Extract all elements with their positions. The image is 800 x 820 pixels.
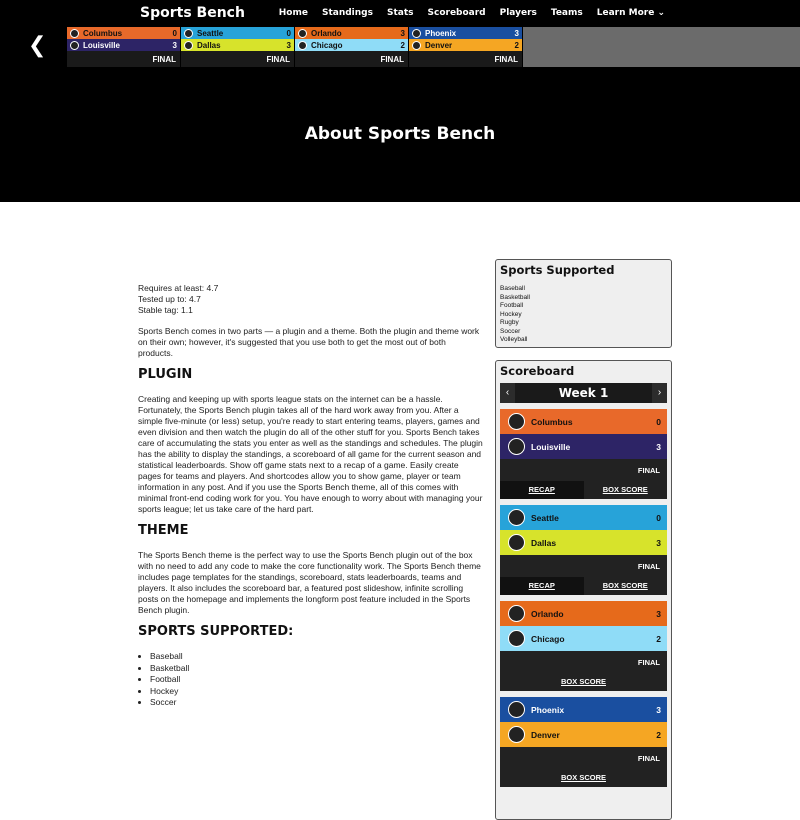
scorebar-empty-slot <box>523 27 800 67</box>
list-item: Soccer <box>500 327 521 335</box>
scorebar-away-row <box>409 39 522 51</box>
box-score-link[interactable]: BOX SCORE <box>560 677 606 686</box>
scoreboard-bar <box>67 27 800 67</box>
scorebar-game[interactable] <box>67 27 180 67</box>
team-name: Chicago <box>531 633 565 644</box>
sports-heading: SPORTS SUPPORTED: <box>138 624 294 639</box>
team-score: 3 <box>656 441 661 452</box>
game-status: FINAL <box>500 651 667 673</box>
scorebar-game[interactable] <box>295 27 408 67</box>
game-status: FINAL <box>500 555 667 577</box>
scorebar-home-row <box>409 27 522 39</box>
team-name: Phoenix <box>531 704 565 715</box>
intro-paragraph: Sports Bench comes in two parts — a plugin and a theme. Both the plugin and theme work on their own; however, it's suggested that you use both to get the most out of both products. <box>138 326 480 358</box>
team-name: Columbus <box>83 28 123 38</box>
header-bar <box>0 0 800 202</box>
recap-link[interactable]: RECAP <box>500 481 584 499</box>
scorebar-away-row <box>181 39 294 51</box>
main-nav <box>279 8 665 18</box>
game-links <box>500 577 667 595</box>
team-score: 0 <box>172 28 177 38</box>
scorebar-prev-arrow-icon[interactable]: ❮ <box>28 33 47 58</box>
team-logo-icon <box>508 413 525 430</box>
team-row <box>500 697 667 722</box>
team-row <box>500 530 667 555</box>
nav-learn-more-label: Learn More <box>596 8 655 18</box>
team-logo-icon <box>508 438 525 455</box>
sidebar-sports-list <box>496 285 671 349</box>
team-score: 3 <box>400 28 405 38</box>
scoreboard-game <box>500 505 667 595</box>
requires-version: Requires at least: 4.7 <box>138 283 219 293</box>
team-logo-icon <box>70 41 79 50</box>
plugin-heading: PLUGIN <box>138 367 193 382</box>
team-logo-icon <box>298 41 307 50</box>
team-score: 3 <box>286 40 291 50</box>
team-name: Denver <box>425 40 453 50</box>
team-row <box>500 434 667 459</box>
game-status: FINAL <box>500 459 667 481</box>
team-name: Columbus <box>531 416 573 427</box>
team-logo-icon <box>298 29 307 38</box>
nav-stats[interactable]: Stats <box>386 8 414 18</box>
plugin-paragraph: Creating and keeping up with sports league stats on the internet can be a hassle. Fortunately, the Sports Bench plugin takes all of the hard work away from you. After a simple five-minute (or less) setup, you're ready to start entering teams, players, games and even division and then watch the plugin do all of the other stuff for you. Sports Bench takes care of accumulating the stats you enter as well as the standings and schedules. The plugin has the ability to display the standings, a scoreboard of all game for the current season and statistical leaderboards. Show off game stats next to a recap of a game. Easily create pages for teams and players. And shortcodes allow you to show game, player or team information in any post. And if you use the Sports Bench theme, all of this comes with minimal front-end coding work for you. You have enough to worry about with managing your sports league; let us take care of the hard part. <box>138 394 483 514</box>
scorebar-away-row <box>67 39 180 51</box>
sports-list <box>150 651 483 709</box>
chevron-right-icon[interactable]: › <box>652 383 667 403</box>
team-name: Dallas <box>197 40 221 50</box>
team-score: 3 <box>172 40 177 50</box>
site-title[interactable]: Sports Bench <box>140 5 245 21</box>
scorebar-home-row <box>181 27 294 39</box>
theme-paragraph: The Sports Bench theme is the perfect way to use the Sports Bench plugin out of the box with no need to add any code to make the core functionality work. The Sports Bench theme includes page templates for the standings, scoreboard, stats leaderboards, teams and players. It also includes the scoreboard bar, a featured post slideshow, infinite scrolling posts on the homepage and implements the longform post feature included in the Sports Bench plugin. <box>138 550 481 615</box>
page-title: About Sports Bench <box>304 124 496 144</box>
game-status: FINAL <box>500 747 667 769</box>
game-links <box>500 673 667 691</box>
team-score: 3 <box>514 28 519 38</box>
team-row <box>500 722 667 747</box>
team-logo-icon <box>70 29 79 38</box>
game-status: FINAL <box>67 51 180 67</box>
team-name: Denver <box>531 729 560 740</box>
list-item: • Football <box>150 674 483 686</box>
nav-standings[interactable]: Standings <box>321 8 373 18</box>
team-score: 2 <box>514 40 519 50</box>
team-logo-icon <box>412 41 421 50</box>
team-score: 0 <box>656 416 661 427</box>
game-status: FINAL <box>181 51 294 67</box>
team-name: Chicago <box>311 40 343 50</box>
list-item: Basketball <box>500 293 530 301</box>
box-score-link[interactable]: BOX SCORE <box>560 773 606 782</box>
recap-link[interactable]: RECAP <box>500 577 584 595</box>
team-logo-icon <box>508 509 525 526</box>
team-row <box>500 626 667 651</box>
game-links <box>500 769 667 787</box>
list-item: Baseball <box>500 285 525 292</box>
nav-learn-more[interactable] <box>597 8 665 18</box>
team-score: 3 <box>656 537 661 548</box>
team-score: 3 <box>656 704 661 715</box>
plugin-meta <box>138 283 483 316</box>
nav-scoreboard[interactable]: Scoreboard <box>427 8 486 18</box>
list-item: • Hockey <box>150 686 483 698</box>
scoreboard-game <box>500 409 667 499</box>
scorebar-away-row <box>295 39 408 51</box>
box-score-link[interactable]: BOX SCORE <box>602 581 648 590</box>
team-row <box>500 409 667 434</box>
scorebar-game[interactable] <box>409 27 522 67</box>
nav-teams[interactable]: Teams <box>550 8 583 18</box>
scorebar-game[interactable] <box>181 27 294 67</box>
box-score-link[interactable]: BOX SCORE <box>602 485 648 494</box>
main-content <box>138 283 483 709</box>
team-logo-icon <box>508 534 525 551</box>
list-item: Rugby <box>500 319 519 326</box>
sports-supported-widget <box>495 259 672 348</box>
chevron-down-icon: ⌄ <box>657 8 665 18</box>
scorebar-home-row <box>295 27 408 39</box>
team-logo-icon <box>184 41 193 50</box>
team-score: 0 <box>656 512 661 523</box>
scoreboard-game <box>500 697 667 787</box>
theme-heading: THEME <box>138 523 189 538</box>
team-name: Phoenix <box>425 28 457 38</box>
list-item: • Basketball <box>150 663 483 675</box>
scoreboard-game <box>500 601 667 691</box>
team-name: Louisville <box>83 40 120 50</box>
team-row <box>500 505 667 530</box>
team-score: 3 <box>656 608 661 619</box>
team-name: Dallas <box>531 537 557 548</box>
list-item: • Soccer <box>150 697 483 709</box>
team-score: 0 <box>286 28 291 38</box>
list-item: Hockey <box>500 310 522 318</box>
team-logo-icon <box>508 726 525 743</box>
list-item: Football <box>500 302 524 309</box>
scorebar-home-row <box>67 27 180 39</box>
game-links <box>500 481 667 499</box>
nav-players[interactable]: Players <box>499 8 537 18</box>
game-status: FINAL <box>409 51 522 67</box>
widget-title: Sports Supported <box>500 263 615 277</box>
game-status: FINAL <box>295 51 408 67</box>
team-logo-icon <box>412 29 421 38</box>
team-score: 2 <box>656 729 661 740</box>
team-logo-icon <box>184 29 193 38</box>
scoreboard-widget <box>495 360 672 820</box>
week-selector <box>500 383 667 403</box>
team-logo-icon <box>508 605 525 622</box>
chevron-left-icon[interactable]: ‹ <box>500 383 515 403</box>
stable-tag: Stable tag: 1.1 <box>138 305 193 315</box>
list-item: • Baseball <box>150 651 483 663</box>
tested-version: Tested up to: 4.7 <box>138 294 201 304</box>
week-label: Week 1 <box>558 386 609 400</box>
team-name: Orlando <box>531 608 564 619</box>
team-logo-icon <box>508 630 525 647</box>
team-name: Seattle <box>531 512 559 523</box>
team-name: Louisville <box>531 441 571 452</box>
team-name: Seattle <box>197 28 224 38</box>
team-row <box>500 601 667 626</box>
team-score: 2 <box>400 40 405 50</box>
team-score: 2 <box>656 633 661 644</box>
team-name: Orlando <box>311 28 342 38</box>
team-logo-icon <box>508 701 525 718</box>
nav-home[interactable]: Home <box>278 8 308 18</box>
list-item: Volleyball <box>500 336 528 343</box>
widget-title: Scoreboard <box>500 364 575 378</box>
